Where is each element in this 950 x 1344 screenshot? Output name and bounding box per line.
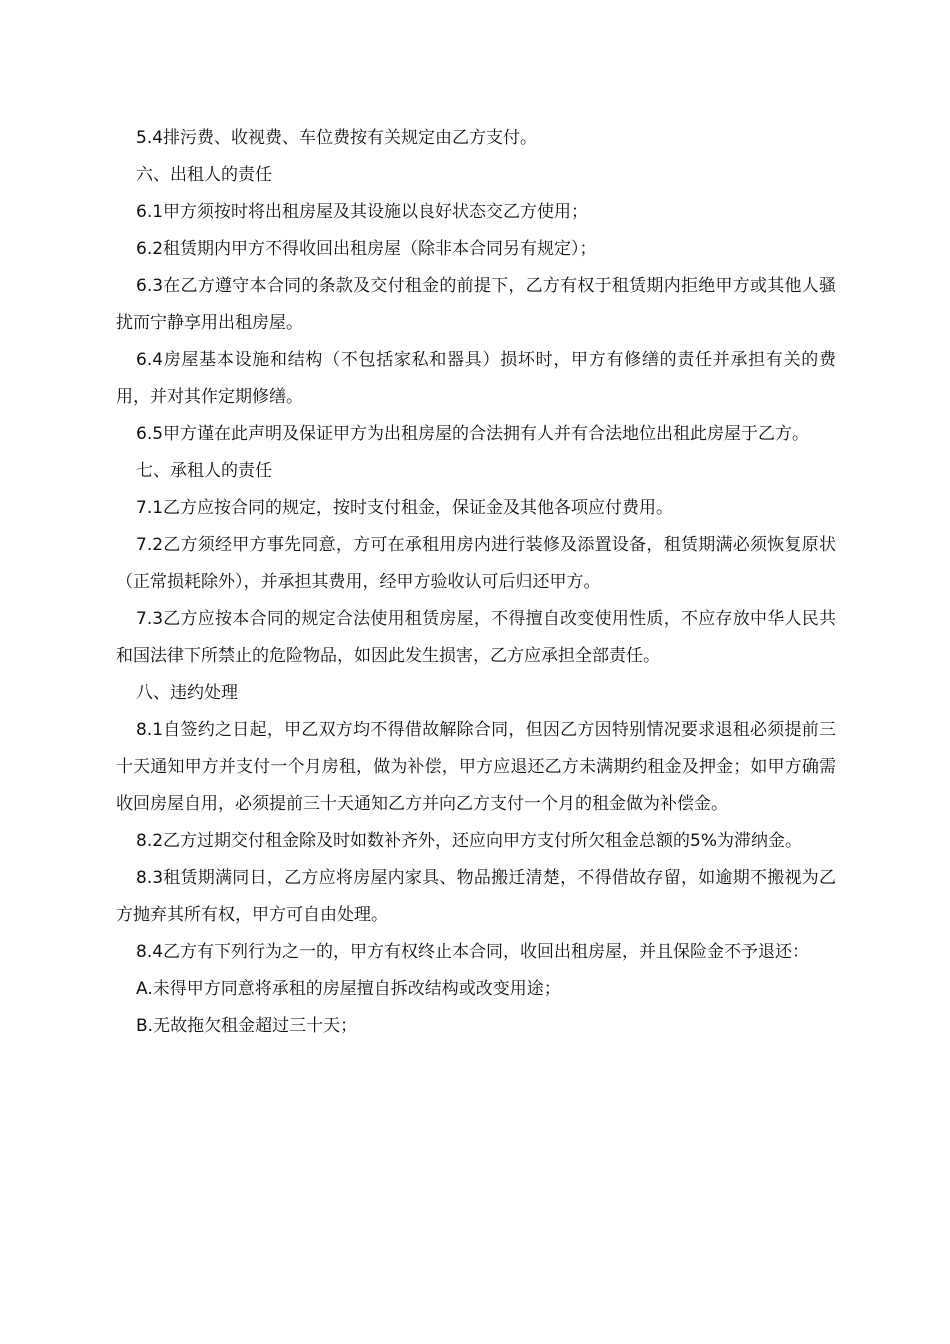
- clause-6-2: 6.2租赁期内甲方不得收回出租房屋（除非本合同另有规定）；: [136, 239, 597, 259]
- clause-8-4: 8.4乙方有下列行为之一的，甲方有权终止本合同，收回出租房屋，并且保险金不予退还：: [136, 942, 810, 962]
- clause-8-2: 8.2乙方过期交付租金除及时如数补齐外，还应向甲方支付所欠租金总额的5%为滞纳金。: [136, 831, 803, 851]
- clause-5-4: 5.4排污费、收视费、车位费按有关规定由乙方支付。: [136, 128, 538, 148]
- section-heading-lessee-duties: 七、承租人的责任: [136, 461, 272, 481]
- section-heading-breach: 八、违约处理: [136, 683, 238, 703]
- clause-7-2: 7.2乙方须经甲方事先同意，方可在承租用房内进行装修及添置设备，租赁期满必须恢复原状（正常损耗除外），并承担其费用，经甲方验收认可后归还甲方。: [116, 535, 836, 592]
- clause-6-1: 6.1甲方须按时将出租房屋及其设施以良好状态交乙方使用；: [136, 202, 589, 222]
- contract-body: [116, 120, 836, 1045]
- clause-6-3: 6.3在乙方遵守本合同的条款及交付租金的前提下，乙方有权于租赁期内拒绝甲方或其他人骚扰而宁静享用出租房屋。: [116, 276, 836, 333]
- clause-8-3: 8.3租赁期满同日，乙方应将房屋内家具、物品搬迁清楚，不得借故存留，如逾期不搬视为乙方抛弃其所有权，甲方可自由处理。: [116, 868, 836, 925]
- clause-6-4: 6.4房屋基本设施和结构（不包括家私和器具）损坏时，甲方有修缮的责任并承担有关的费用，并对其作定期修缮。: [116, 350, 836, 407]
- clause-8-1: 8.1自签约之日起，甲乙双方均不得借故解除合同，但因乙方因特别情况要求退租必须提前三十天通知甲方并支付一个月房租，做为补偿，甲方应退还乙方未满期约租金及押金；如甲方确需收回房屋自用，必须提前三十天通知乙方并向乙方支付一个月的租金做为补偿金。: [116, 720, 836, 814]
- clause-7-1: 7.1乙方应按合同的规定，按时支付租金，保证金及其他各项应付费用。: [136, 498, 674, 518]
- clause-8-4-item-b: B.无故拖欠租金超过三十天；: [136, 1016, 358, 1036]
- clause-7-3: 7.3乙方应按本合同的规定合法使用租赁房屋，不得擅自改变使用性质，不应存放中华人民共和国法律下所禁止的危险物品，如因此发生损害，乙方应承担全部责任。: [116, 609, 836, 666]
- clause-6-5: 6.5甲方谨在此声明及保证甲方为出租房屋的合法拥有人并有合法地位出租此房屋于乙方。: [136, 424, 810, 444]
- section-heading-lessor-duties: 六、出租人的责任: [136, 165, 272, 185]
- clause-8-4-item-a: A.未得甲方同意将承租的房屋擅自拆改结构或改变用途；: [136, 979, 561, 999]
